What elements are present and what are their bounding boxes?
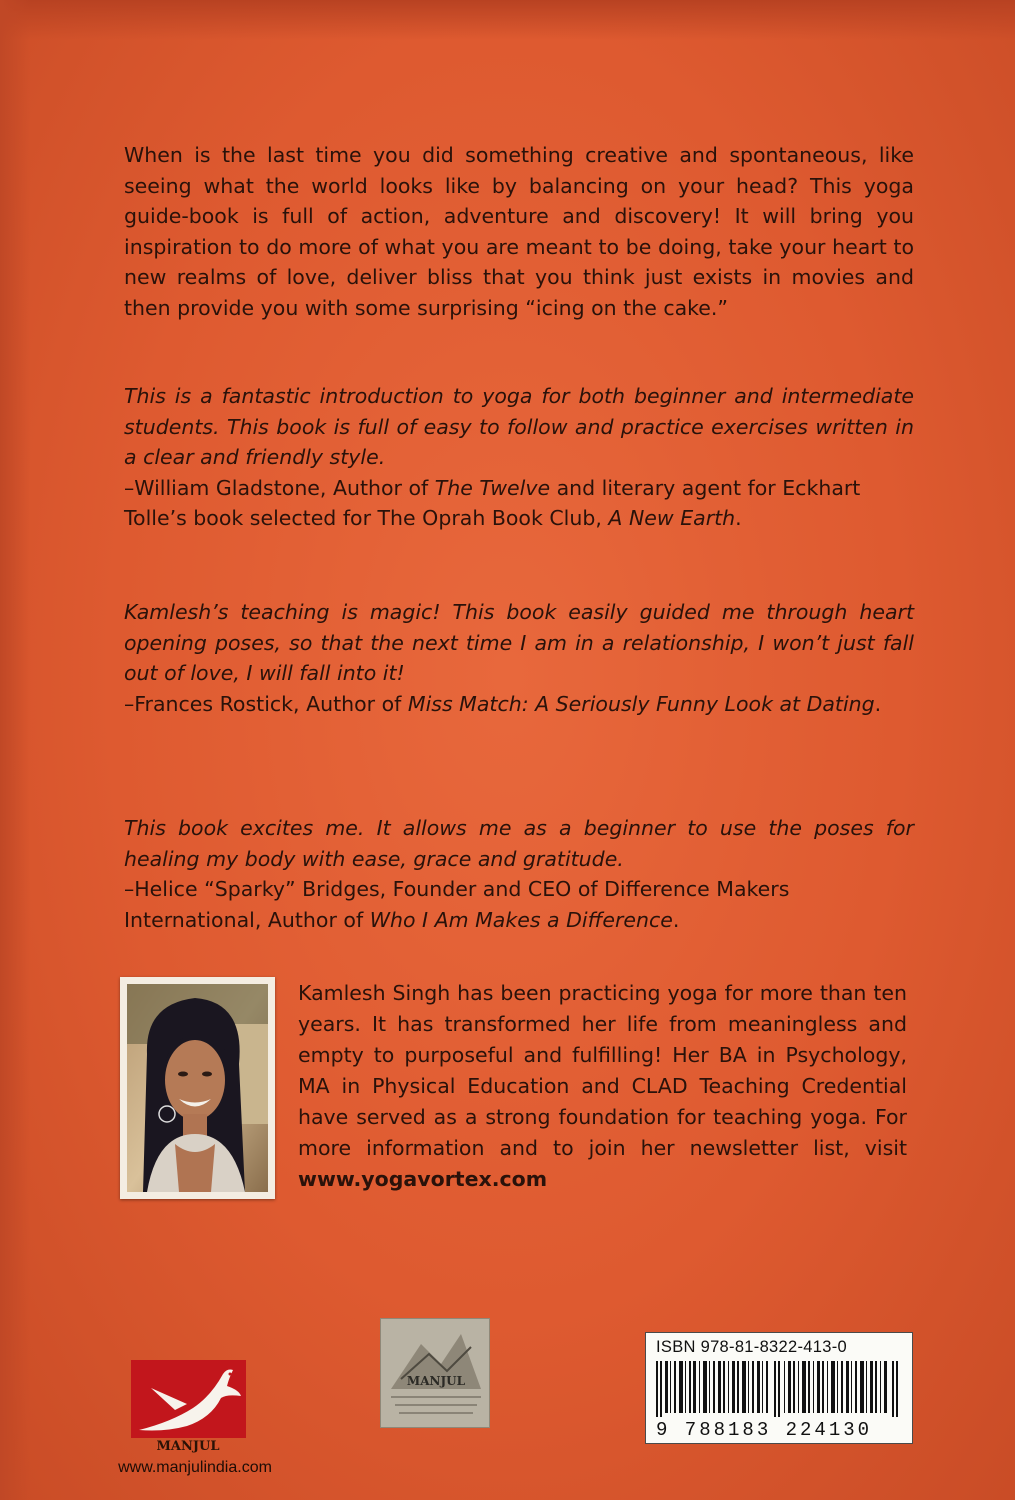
seal-label: MANJUL	[406, 1374, 466, 1388]
testimonial-1-text: This is a fantastic introduction to yoga for both beginner and intermediate students. This book is full of easy to follow and practice exercises written in a clear and friendly style.	[124, 384, 914, 469]
isbn-text: ISBN 978-81-8322-413-0	[656, 1338, 847, 1356]
testimonial-2	[124, 597, 914, 719]
testimonial-1-attribution	[124, 473, 914, 534]
publisher-website[interactable]: www.manjulindia.com	[118, 1459, 272, 1476]
attribution-book-title: A New Earth	[608, 506, 736, 530]
cover-edge-shadow-left	[0, 0, 30, 1500]
attribution-description: and literary agent for Eckhart Tolle’s book selected for The Oprah Book Club,	[124, 475, 861, 530]
attribution-author: –Frances Rostick, Author of	[124, 691, 408, 716]
author-photo	[127, 984, 268, 1192]
intro-paragraph: When is the last time you did something creative and spontaneous, like seeing what the world looks like by balancing on your head? This yoga guide-book is full of action, adventure and discovery! It will bring you inspiration to do more of what you are meant to be doing, take your heart to new realms of love, deliver bliss that you think just exists in movies and then provide you with some surprising “icing on the cake.”	[124, 143, 914, 320]
testimonial-3-text: This book excites me. It allows me as a beginner to use the poses for healing my body with ease, grace and gratitude.	[124, 816, 914, 871]
barcode-icon	[656, 1361, 900, 1417]
testimonial-2-text: Kamlesh’s teaching is magic! This book easily guided me through heart opening poses, so that the next time I am in a relationship, I won’t just fall out of love, I will fall into it!	[124, 600, 914, 685]
author-photo-frame	[120, 977, 275, 1199]
attribution-book-title: The Twelve	[434, 475, 551, 500]
attribution-author: –William Gladstone, Author of	[124, 475, 435, 500]
barcode-digits: 9 788183 224130	[656, 1419, 873, 1441]
attribution-end: .	[874, 691, 882, 716]
attribution-author: –Helice “Sparky” Bridges, Founder and CEO of Difference Makers International, Author of	[124, 877, 790, 932]
attribution-book-title: Who I Am Makes a Difference	[369, 907, 673, 932]
publisher-seal	[380, 1318, 490, 1428]
attribution-end: .	[735, 506, 742, 530]
author-website-link[interactable]: www.yogavortex.com	[298, 1167, 548, 1191]
author-bio-text: Kamlesh Singh has been practicing yoga for more than ten years. It has transformed her life from meaningless and empty to purposeful and fulfilling! Her BA in Psychology, MA in Physical Education and CLAD Teaching Credential have served as a strong foundation for teaching yoga. For more information and to join her newsletter list, visit	[298, 981, 907, 1160]
barcode-label	[645, 1332, 913, 1444]
testimonial-1	[124, 381, 914, 534]
testimonial-3	[124, 813, 914, 935]
author-bio	[298, 978, 907, 1195]
attribution-end: .	[672, 907, 680, 932]
testimonial-2-attribution	[124, 689, 914, 720]
publisher-name: MANJUL	[156, 1439, 220, 1454]
attribution-book-title: Miss Match: A Seriously Funny Look at Dating	[407, 691, 875, 716]
testimonial-3-attribution	[124, 874, 914, 935]
cover-edge-shadow-top	[0, 0, 1015, 40]
publisher-logo-icon	[131, 1360, 246, 1438]
